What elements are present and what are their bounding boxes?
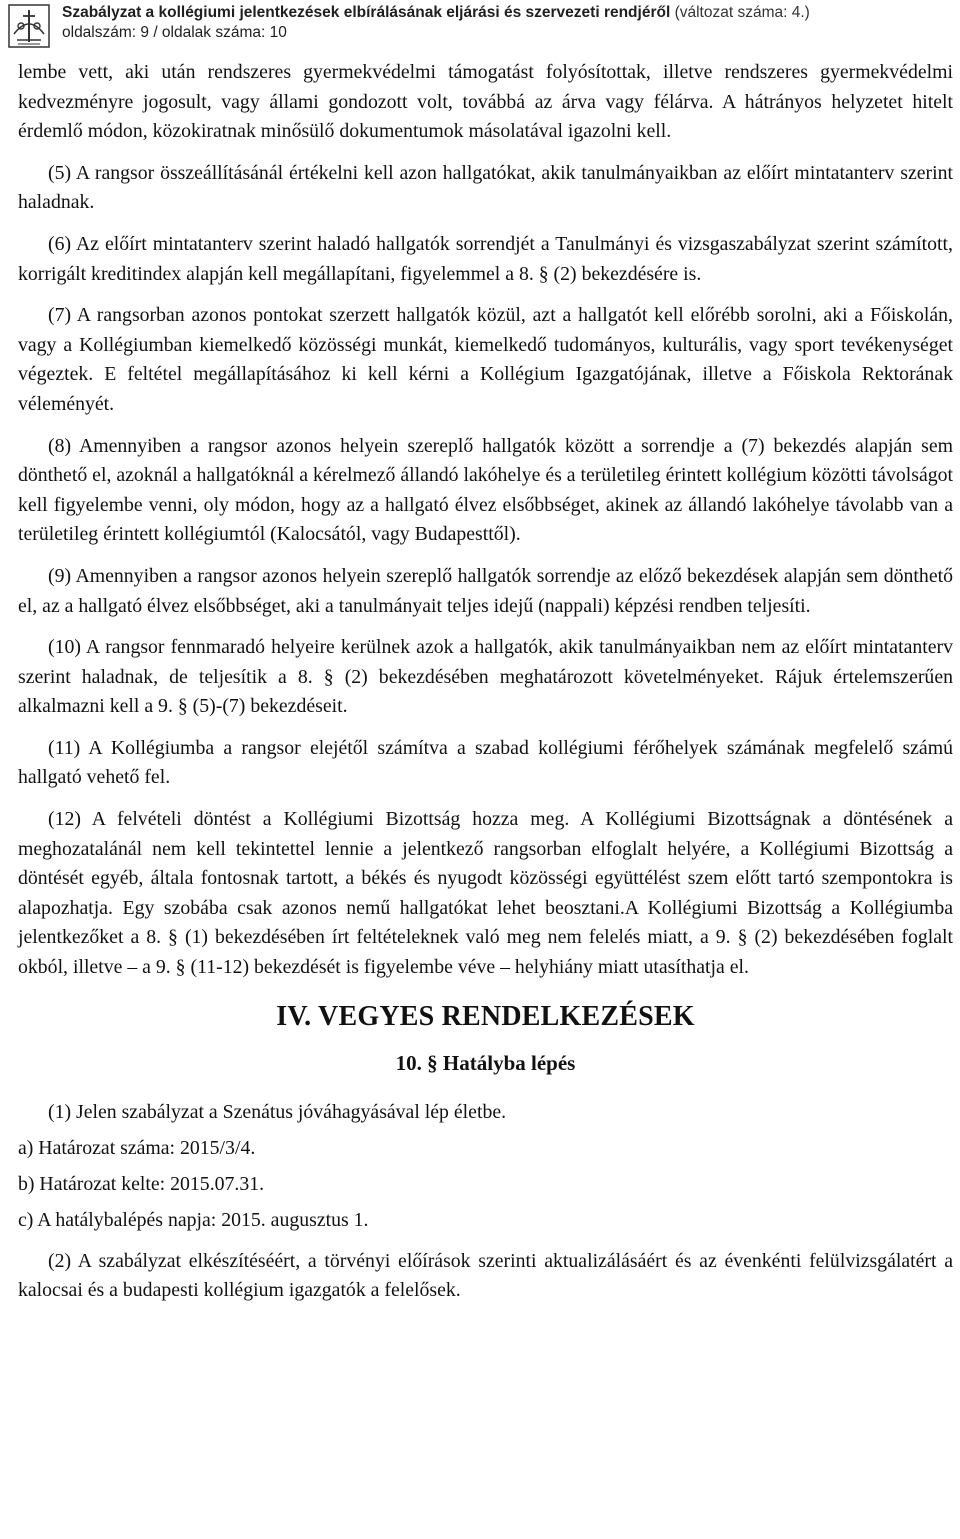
- section-heading: IV. VEGYES RENDELKEZÉSEK: [276, 1000, 695, 1032]
- paragraph-5: (5) A rangsor összeállításánál értékelni kell azon hallgatókat, akik tanulmányaikban az előírt mintatanterv szerint haladnak.: [18, 161, 953, 214]
- paragraph-continuation: lembe vett, aki után rendszeres gyermekvédelmi támogatást folyósítottak, illetve rendszeres gyermekvédelmi kedvezményre jogosult, vagy állami gondozott volt, továbbá az árva vagy félárva. A hátrányos helyzetet hitelt érdemlő módon, közokiratnak minősülő dokumentumok másolatával igazolni kell.: [18, 61, 953, 143]
- effect-item-2: (2) A szabályzat elkészítéséért, a törvényi előírások szerinti aktualizálásáért és az évenkénti felülvizsgálatért a kalocsai és a budapesti kollégium igazgatók a felelősek.: [18, 1249, 953, 1302]
- paragraph-12: (12) A felvételi döntést a Kollégiumi Bizottság hozza meg. A Kollégiumi Bizottságnak a döntésének a meghozatalánál nem kell tekintettel lennie a jelentkező rangsorban elfoglalt helyére, a Kollégiumi Bizottság a döntését egyéb, általa fontosnak tartott, a békés és nyugodt közösségi együttélést szem előtt tartó szempontokra is alapozhatja. Egy szobába csak azonos nemű hallgatókat lehet beosztani.A Kollégiumi Bizottság a Kollégiumba jelentkezőket a 8. § (1) bekezdésében írt feltételeknek való meg nem felelés miatt, a 9. § (2) bekezdésében foglalt okból, illetve – a 9. § (11-12) bekezdését is figyelembe véve – helyhiány miatt utasíthatja el.: [18, 808, 953, 979]
- paragraph-9: (9) Amennyiben a rangsor azonos helyein szereplő hallgatók sorrendje az előző bekezdések alapján sem dönthető el, az a hallgató élvez elsőbbséget, aki a tanulmányait teljes idejű (nappali) képzési rendben teljesíti.: [18, 564, 953, 617]
- effect-item-1: (1) Jelen szabályzat a Szenátus jóváhagyásával lép életbe.: [48, 1100, 507, 1123]
- document-version: (változat száma: 4.): [670, 4, 810, 21]
- page-number-info: oldalszám: 9 / oldalak száma: 10: [62, 24, 287, 41]
- effective-date: c) A hatálybalépés napja: 2015. augusztus 1.: [18, 1208, 369, 1231]
- institution-crest-icon: [8, 4, 50, 48]
- paragraph-7: (7) A rangsorban azonos pontokat szerzett hallgatók közül, azt a hallgatót kell előrébb sorolni, aki a Főiskolán, vagy a Kollégiumban kiemelkedő közösségi munkát, kiemelkedő tudományos, kulturális, vagy sport tevékenységet végeztek. E feltétel megállapításához ki kell kérni a Kollégium Igazgatójának, illetve a Főiskola Rektorának véleményét.: [18, 304, 953, 415]
- document-title: [62, 4, 810, 22]
- resolution-number: a) Határozat száma: 2015/3/4.: [18, 1136, 256, 1159]
- document-title-text: Szabályzat a kollégiumi jelentkezések elbírálásának eljárási és szervezeti rendjéről: [62, 4, 671, 21]
- page-header: [0, 0, 960, 52]
- paragraph-6: (6) Az előírt mintatanterv szerint haladó hallgatók sorrendjét a Tanulmányi és vizsgaszabályzat szerint számított, korrigált kreditindex alapján kell megállapítani, figyelemmel a 8. § (2) bekezdésére is.: [18, 232, 953, 285]
- resolution-date: b) Határozat kelte: 2015.07.31.: [18, 1172, 265, 1195]
- paragraph-11: (11) A Kollégiumba a rangsor elejétől számítva a szabad kollégiumi férőhelyek számának megfelelő számú hallgató vehető fel.: [18, 736, 953, 789]
- paragraph-10: (10) A rangsor fennmaradó helyeire kerülnek azok a hallgatók, akik tanulmányaikban nem az előírt mintatanterv szerint haladnak, de teljesítik a 8. § (2) bekezdésében meghatározott követelményeket. Rájuk értelemszerűen alkalmazni kell a 9. § (5)-(7) bekezdéseit.: [18, 636, 953, 718]
- paragraph-8: (8) Amennyiben a rangsor azonos helyein szereplő hallgatók között a sorrendje a (7) bekezdés alapján sem dönthető el, azoknál a hallgatóknál a kérelmező állandó lakóhelye és a területileg érintett kollégium közötti távolságot kell figyelembe venni, oly módon, hogy az a hallgató élvez elsőbbséget, akinek az állandó lakóhelye távolabb van a területileg érintett kollégiumtól (Kalocsától, vagy Budapesttől).: [18, 434, 953, 546]
- section-subheading: 10. § Hatályba lépés: [395, 1050, 576, 1075]
- document-body: [18, 58, 953, 1318]
